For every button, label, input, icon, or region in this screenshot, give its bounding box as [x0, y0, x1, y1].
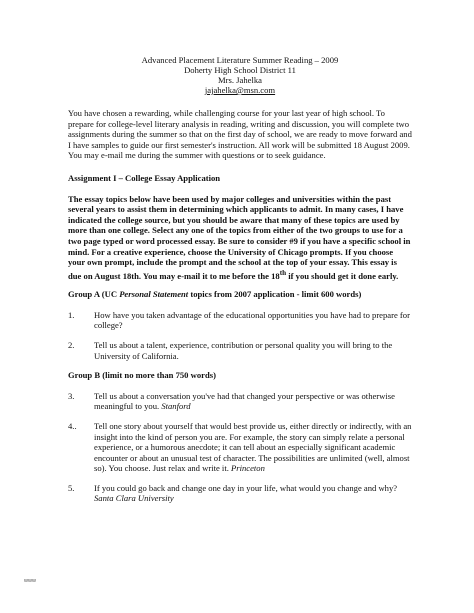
question-number: 1. — [68, 309, 75, 320]
group-a-heading-post: topics from 2007 application - limit 600 words) — [188, 289, 362, 300]
question-item — [68, 340, 412, 361]
question-body: If you could go back and change one day in your life, what would you change and why? — [94, 482, 398, 493]
question-text — [94, 421, 412, 474]
assignment-body-main: The essay topics below have been used by major colleges and universities within the past several years to assist them in determining which applicants to admit. In many cases, I have indicated the college source, but you should be aware that many of these topics are used by more than one college. Select any one of the topics from either of the two groups to use for a two page typed or word processed essay. Be sure to consider #9 if you have a specific school in mind. For a creative experience, choose the University of Chicago prompts. If you choose your own prompt, include the prompt and the school at the top of your essay. This essay is due on August 18th. You may e-mail it to me before the 18 — [68, 193, 411, 281]
group-a-heading-italic: Personal Statement — [119, 289, 189, 300]
question-text — [94, 391, 412, 412]
question-number: 3. — [68, 390, 75, 401]
document-header — [68, 55, 412, 95]
question-source: Stanford — [161, 401, 191, 412]
question-body: Tell one story about yourself that would best provide us, either directly or indirectly, with an insight into the kind of person you are. For example, the story can simply relate a personal experience, or a humorous anecdote; it can tell about an especially significant academic encounter or about an unusual test of character. The possibilities are unlimited (well, almost so). You choose. Just relax and write it. — [94, 420, 412, 474]
question-source: Santa Clara University — [94, 493, 174, 504]
teacher-email-link[interactable]: jajahelka@msn.com — [204, 85, 276, 95]
intro-paragraph: You have chosen a rewarding, while challenging course for your last year of high school. To prepare for college-level literary analysis in reading, writing and discussion, you will complete two assignments during the summer so that on the first day of school, we are ready to move forward and I have samples to guide our first semester's instruction. All work will be submitted 18 August 2009. You may e-mail me during the summer with questions or to seek guidance. — [68, 108, 412, 161]
course-title: Advanced Placement Literature Summer Reading – 2009 — [141, 55, 339, 65]
ordinal-suffix: th — [279, 268, 287, 277]
question-body: Tell us about a conversation you've had that changed your perspective or was otherwise meaningful to you. — [94, 390, 395, 412]
question-item — [68, 483, 412, 504]
question-number: 4.. — [68, 420, 77, 431]
question-text: How have you taken advantage of the educational opportunities you have had to prepare for college? — [94, 309, 410, 331]
question-item — [68, 421, 412, 474]
teacher-name: Mrs. Jahelka — [218, 75, 262, 85]
question-text: Tell us about a talent, experience, contribution or personal quality you will bring to the University of California. — [94, 339, 393, 361]
question-number: 5. — [68, 482, 75, 493]
question-source: Princeton — [231, 463, 265, 474]
question-text — [94, 483, 412, 504]
footer-watermark: www — [24, 578, 36, 585]
group-a-heading-pre: Group A (UC — [68, 289, 120, 300]
group-b-heading: Group B (limit no more than 750 words) — [68, 370, 216, 381]
group-a-heading — [68, 289, 412, 300]
question-item — [68, 310, 412, 331]
school-name: Doherty High School District 11 — [184, 65, 296, 75]
question-number: 2. — [68, 339, 75, 350]
question-item — [68, 391, 412, 412]
assignment-heading: Assignment I – College Essay Application — [68, 172, 221, 183]
assignment-body-tail: if you should get it done early. — [286, 270, 399, 281]
assignment-body — [68, 194, 412, 282]
